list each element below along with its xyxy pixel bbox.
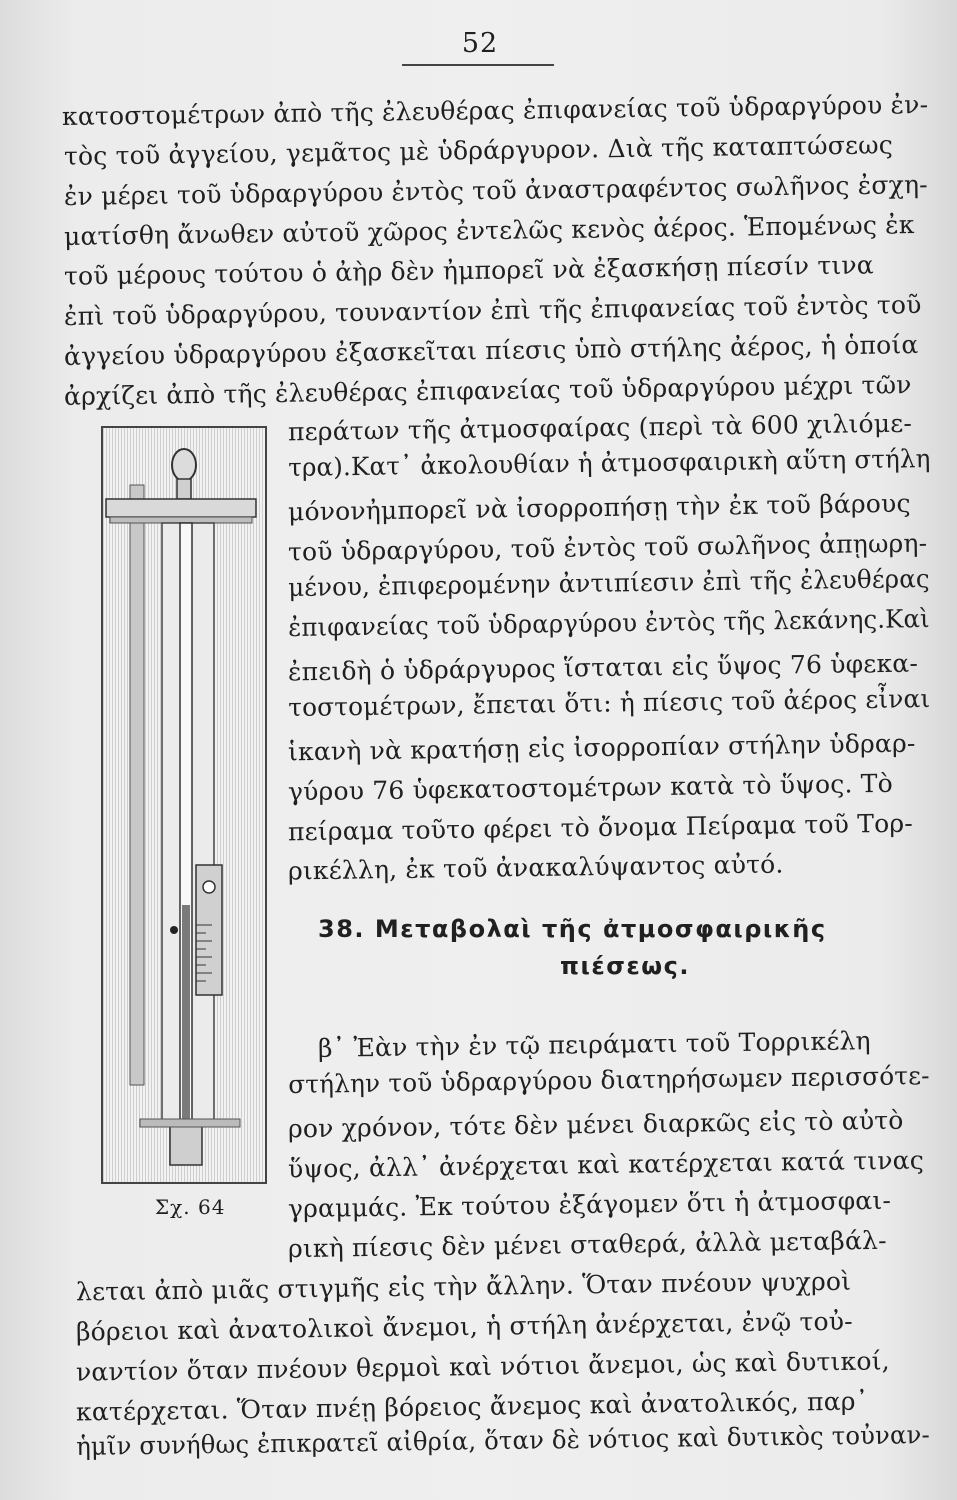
page-number-rule [402, 64, 554, 66]
top-knob [172, 449, 196, 481]
figure-caption: Σχ. 64 [155, 1195, 226, 1219]
text-line: τοστομέτρων, ἔπεται ὅτι: ἡ πίεσις τοῦ ἀέρος εἶναι [288, 684, 931, 722]
text-line: λεται ἀπὸ μιᾶς στιγμῆς εἰς τὴν ἄλλην. Ὅταν πνέουν ψυχροὶ [75, 1266, 852, 1307]
text-line: βόρειοι καὶ ἀνατολικοὶ ἄνεμοι, ἡ στήλη ἀνέρχεται, ἐνῷ τοὐ- [75, 1306, 854, 1347]
text-line: μόνονἠμπορεῖ νὰ ἰσορροπήσῃ τὴν ἐκ τοῦ βάρους [287, 488, 911, 527]
text-line: τοῦ μέρους τούτου ὁ ἀὴρ δὲν ἠμπορεῖ νὰ ἐξασκήσῃ πίεσίν τινα [63, 250, 875, 291]
text-line: ἐν μέρει τοῦ ὑδραργύρου ἐντὸς τοῦ ἀναστραφέντος σωλῆνος ἐσχη- [63, 169, 929, 212]
cistern [170, 1125, 202, 1165]
text-line: τοῦ ὑδραργύρου, τοῦ ἐντὸς τοῦ σωλῆνος ἀπῃωρη- [287, 528, 928, 567]
text-line: β᾽ Ἐὰν τὴν ἐν τῷ πειράματι τοῦ Τορρικέλη [317, 1026, 871, 1063]
crossbar [106, 499, 256, 517]
text-line: κατοστομέτρων ἀπὸ τῆς ἐλευθέρας ἐπιφανείας τοῦ ὑδραργύρου ἐν- [61, 89, 929, 132]
text-line: μένου, ἐπιφερομένην ἀντιπίεσιν ἐπὶ τῆς ἐλευθέρας [288, 564, 931, 602]
text-line: ἡμῖν συνήθως ἐπικρατεῖ αἰθρία, ὅταν δὲ νότιος καὶ δυτικὸς τοὐναν- [76, 1420, 931, 1461]
barometer-drawing [100, 425, 268, 1185]
text-line: ἐπὶ τοῦ ὑδραργύρου, τουναντίον ἐπὶ τῆς ἐπιφανείας τοῦ ἐντὸς τοῦ [63, 290, 922, 331]
section-heading-continued: πιέσεως. [560, 952, 690, 980]
section-heading: 38. Μεταβολαὶ τῆς ἀτμοσφαιρικῆς [318, 915, 827, 943]
text-line: γύρου 76 ὑφεκατοστομέτρων κατὰ τὸ ὕψος. Τὸ [287, 768, 894, 807]
text-line: ρικὴ πίεσις δὲν μένει σταθερά, ἀλλὰ μεταβάλ- [287, 1225, 887, 1264]
page-number: 52 [461, 28, 499, 59]
text-line: πείραμα τοῦτο φέρει τὸ ὄνομα Πείραμα τοῦ Τορ- [287, 808, 914, 847]
text-line: ἱκανὴ νὰ κρατήσῃ εἰς ἰσορροπίαν στήλην ὑδραρ- [287, 728, 916, 767]
text-line: στήλην τοῦ ὑδραργύρου διατηρήσωμεν περισσότε- [288, 1061, 930, 1099]
text-line: ἐπειδὴ ὁ ὑδράργυρος ἵσταται εἰς ὕψος 76 ὑφεκα- [287, 648, 919, 687]
text-line: κατέρχεται. Ὅταν πνέῃ βόρειος ἄνεμος καὶ ἀνατολικός, παρ᾽ [75, 1386, 869, 1427]
text-line: τρα).Κατ᾽ ἀκολουθίαν ἡ ἀτμοσφαιρικὴ αὕτη στήλη [288, 444, 931, 482]
barometer-illustration [100, 425, 268, 1185]
text-line: ἐπιφανείας τοῦ ὑδραργύρου ἐντὸς τῆς λεκάνης.Καὶ [288, 604, 930, 642]
text-line: ὕψος, ἀλλ᾽ ἀνέρχεται καὶ κατέρχεται κατά τινας [287, 1145, 925, 1184]
text-line: ρον χρόνον, τότε δὲν μένει διαρκῶς εἰς τὸ αὐτὸ [287, 1105, 904, 1144]
text-line: ἀρχίζει ἀπὸ τῆς ἐλευθέρας ἐπιφανείας τοῦ ὑδραργύρου μέχρι τῶν [63, 370, 912, 411]
text-line: γραμμάς. Ἐκ τούτου ἐξάγομεν ὅτι ἡ ἀτμοσφαι- [287, 1185, 892, 1224]
text-line: τὸς τοῦ ἀγγείου, γεμᾶτος μὲ ὑδράργυρον. Διὰ τῆς καταπτώσεως [63, 130, 894, 171]
text-line: ἀγγείου ὑδραργύρου ἐξασκεῖται πίεσις ὑπὸ στήλης ἀέρος, ἡ ὁποία [63, 330, 919, 371]
text-line: περάτων τῆς ἀτμοσφαίρας (περὶ τὰ 600 χιλιόμε- [287, 408, 913, 447]
text-line: ματίσθη ἄνωθεν αὐτοῦ χῶρος ἐντελῶς κενὸς ἀέρος. Ἑπομένως ἐκ [63, 210, 915, 251]
mount-rod [130, 485, 144, 1085]
text-line: ναντίον ὅταν πνέουν θερμοὶ καὶ νότιοι ἄνεμοι, ὡς καὶ δυτικοί, [75, 1346, 890, 1387]
text-line: ρικέλλη, ἐκ τοῦ ἀνακαλύψαντος αὐτό. [287, 849, 784, 886]
pointer-dot [170, 926, 178, 934]
